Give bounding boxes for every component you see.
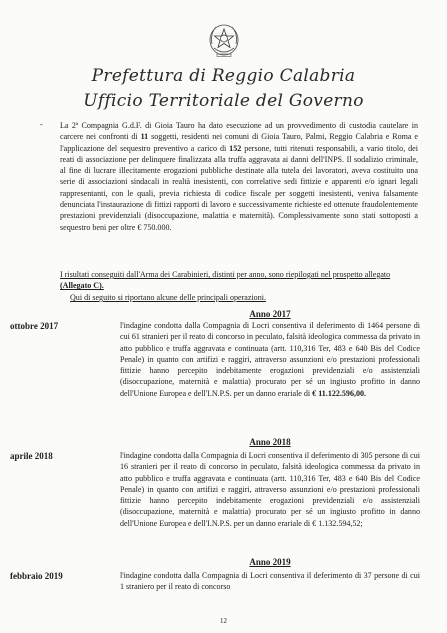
gdf-count-arrested: 11 <box>140 132 149 142</box>
operation-2019 <box>120 570 420 593</box>
date-label-2018: aprile 2018 <box>10 451 53 461</box>
page-number: 12 <box>220 617 227 625</box>
gdf-paragraph <box>60 120 418 233</box>
year-heading-2018: Anno 2018 <box>249 437 291 447</box>
gdf-text-c: soggetti, residenti nei comuni di Gioia Tauro, Palmi, Reggio Calabria e Roma e l'applicazione del sequestro preventivo a carico di <box>60 132 418 153</box>
header-ufficio: Ufficio Territoriale del Governo <box>83 91 364 111</box>
results-line1: I risultati conseguiti dall'Arma dei Carabinieri, distinti per anno, sono riepilogati nel prospetto allegato <box>60 270 391 279</box>
italian-republic-emblem-icon <box>206 18 242 60</box>
bullet-mark: - <box>40 120 43 129</box>
operation-2017 <box>120 320 420 399</box>
operation-2017-amount: € 11.122.596,00. <box>312 388 367 398</box>
header-prefettura: Prefettura di Reggio Calabria <box>91 66 356 86</box>
gdf-text-e: persone, tutti ritenuti responsabili, a vario titolo, dei reati di associazione per delinquere finalizzata alla truffa aggravata ai danni dell'INPS. Il sodalizio criminale, al fine di lucrare illecitamente erogazioni pubbliche destinate alla tutela dei lavoratori, aveva costituito una serie di associazioni sindacali in realtà inesistenti, con correlative sedi fittizie e apparenti e/o ignari legali rappresentanti, con le quali, previa richiesta di codice fiscale per soggetti inesistenti, veniva falsamente denunciata l'instaurazione di fittizi rapporti di lavoro e successivamente richieste ed ottenute fraudolentemente prestazioni previdenziali (disoccupazione, malattia e maternità). Complessivamente sono stati sottoposti a sequestro beni per oltre € 750.000. <box>60 143 418 232</box>
operation-2018-text: l'indagine condotta dalla Compagnia di Locri consentiva il deferimento di 305 persone di cui 16 stranieri per il reato di concorso in peculato, falsità ideologica commessa da privato in atto pubblico e truffa aggravata e continuata (artt. 110,316 Ter, 483 e 640 Bis del Codice Penale) in quanto con artifizi e raggiri, attraverso assunzioni e/o prestazioni professionali fittizie hanno percepito indebitamente erogazioni previdenziali e/o assistenziali (disoccupazione, maternità e malattia) procurato per sé un ingiusto profitto in danno dell'Unione Europea e dell'I.N.P.S. per un danno erariale di € 1.132.594,52; <box>120 451 420 528</box>
date-label-2019: febbraio 2019 <box>10 571 63 581</box>
year-heading-2019: Anno 2019 <box>249 557 291 567</box>
allegato-reference: (Allegato C). <box>60 281 104 291</box>
gdf-count-seized: 152 <box>229 143 242 153</box>
gdf-text-a: La 2ª Compagnia G.d.F. di Gioia Tauro ha dato esecuzione ad un provvedimento di custodia cautelare in carcere nei confronti di <box>60 121 418 142</box>
results-subintro: Qui di seguito si riportano alcune delle principali operazioni. <box>70 293 266 302</box>
date-label-2017: ottobre 2017 <box>10 321 59 331</box>
results-intro <box>60 269 420 292</box>
operation-2017-text: l'indagine condotta dalla Compagnia di Locri consentiva il deferimento di 1464 persone di cui 61 stranieri per il reato di concorso in peculato, falsità ideologica commessa da privato in atto pubblico e truffa aggravata e continuata (artt. 110,316 Ter, 483 e 640 Bis del Codice Penale) in quanto con artifizi e raggiri, attraverso assunzioni e/o prestazioni professionali fittizie hanno percepito indebitamente erogazioni previdenziali e/o assistenziali (disoccupazione, maternità e malattia) procurato per sé un ingiusto profitto in danno dell'Unione Europea e dell'I.N.P.S. per un danno erariale di <box>120 321 420 398</box>
operation-2018 <box>120 450 420 529</box>
year-heading-2017: Anno 2017 <box>249 309 291 319</box>
operation-2019-text: l'indagine condotta dalla Compagnia di Locri consentiva il deferimento di 37 persone di cui 1 straniero per il reato di concorso <box>120 571 420 592</box>
